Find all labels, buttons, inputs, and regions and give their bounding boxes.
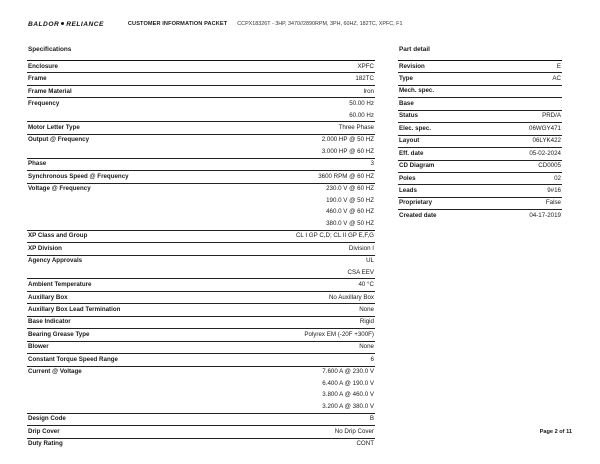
- spec-value: Three Phase: [222, 122, 375, 134]
- spec-label: [27, 401, 222, 413]
- part-detail-title: Part detail: [399, 46, 430, 53]
- spec-value: 3.200 A @ 380.0 V: [322, 402, 374, 410]
- spec-value: 380.0 V @ 50 HZ: [326, 219, 374, 227]
- table-row: [398, 160, 562, 172]
- table-row: [27, 279, 375, 291]
- part-detail-label: Status: [398, 110, 486, 122]
- spec-value: Iron: [222, 85, 375, 97]
- part-detail-label: Type: [398, 73, 486, 85]
- table-row: [398, 123, 562, 135]
- table-row: [27, 390, 375, 401]
- packet-title: CUSTOMER INFORMATION PACKET: [127, 21, 228, 27]
- table-row: [27, 366, 375, 378]
- spec-value: None: [222, 341, 375, 353]
- spec-label: [27, 207, 222, 218]
- part-detail-label: Created date: [398, 210, 486, 222]
- spec-value: 60.00 Hz: [349, 111, 374, 119]
- spec-label: Auxillary Box: [27, 291, 222, 303]
- logo-dot-icon: [61, 22, 64, 25]
- part-detail-value: 05-02-2024: [486, 148, 562, 160]
- spec-value: No Drip Cover: [222, 426, 375, 438]
- spec-label: Base Indicator: [27, 316, 222, 328]
- spec-label: [27, 218, 222, 230]
- table-row: [27, 171, 375, 183]
- spec-value: 2.000 HP @ 50 HZ: [222, 134, 375, 146]
- table-row: [27, 73, 375, 85]
- spec-value: 190.0 V @ 50 HZ: [326, 196, 374, 204]
- part-detail-label: Elec. spec.: [398, 123, 486, 135]
- table-row: [27, 85, 375, 97]
- spec-value: 6: [222, 354, 375, 366]
- table-row: [398, 73, 562, 85]
- spec-label: [27, 390, 222, 401]
- spec-value: B: [222, 413, 375, 425]
- table-row: [27, 304, 375, 316]
- spec-value: 7.600 A @ 230.0 V: [222, 366, 375, 378]
- spec-label: [27, 146, 222, 158]
- spec-label: XP Class and Group: [27, 230, 222, 242]
- spec-value: 3600 RPM @ 60 HZ: [222, 171, 375, 183]
- document-header: [28, 17, 580, 31]
- part-detail-value: 02: [486, 172, 562, 184]
- table-row: [27, 218, 375, 230]
- spec-label: Frame Material: [27, 85, 222, 97]
- table-row: [398, 61, 562, 73]
- part-detail-label: CD Diagram: [398, 160, 486, 172]
- table-row: [398, 85, 562, 97]
- spec-value: 50.00 Hz: [222, 98, 375, 110]
- spec-label: Design Code: [27, 413, 222, 425]
- part-detail-label: Poles: [398, 172, 486, 184]
- part-detail-label: Base: [398, 98, 486, 110]
- spec-label: Agency Approvals: [27, 255, 222, 267]
- part-detail-value: 9#16: [486, 185, 562, 197]
- spec-label: Ambient Temperature: [27, 279, 222, 291]
- table-row: [398, 98, 562, 110]
- table-row: [27, 341, 375, 353]
- table-row: [27, 316, 375, 328]
- spec-value: 182TC: [222, 73, 375, 85]
- spec-value: CL I GP C,D; CL II GP E,F,G: [222, 230, 375, 242]
- table-row: [398, 197, 562, 209]
- spec-value: UL: [222, 255, 375, 267]
- part-detail-label: Leads: [398, 185, 486, 197]
- spec-label: Frame: [27, 73, 222, 85]
- part-detail-value: [486, 98, 562, 110]
- spec-value: 460.0 V @ 60 HZ: [326, 208, 374, 216]
- part-detail-label: Mech. spec.: [398, 85, 486, 97]
- table-row: [27, 158, 375, 170]
- part-detail-label: Proprietary: [398, 197, 486, 209]
- part-detail-value: PRD/A: [486, 110, 562, 122]
- spec-label: [27, 378, 222, 389]
- spec-label: [27, 110, 222, 122]
- spec-label: Enclosure: [27, 61, 222, 73]
- spec-value: Division I: [222, 243, 375, 255]
- table-row: [27, 426, 375, 438]
- specifications-title: Specifications: [28, 46, 72, 53]
- part-detail-value: 06LYK422: [486, 135, 562, 147]
- spec-value: CSA EEV: [347, 268, 374, 276]
- spec-value: 3.800 A @ 460.0 V: [322, 391, 374, 399]
- spec-value: 3: [222, 158, 375, 170]
- table-row: [27, 438, 375, 450]
- table-row: [27, 401, 375, 413]
- spec-value: 3.000 HP @ 60 HZ: [321, 147, 374, 155]
- table-row: [398, 148, 562, 160]
- spec-label: Constant Torque Speed Range: [27, 354, 222, 366]
- part-detail-value: E: [486, 61, 562, 73]
- table-row: [398, 135, 562, 147]
- part-detail-value: False: [486, 197, 562, 209]
- table-row: [27, 98, 375, 110]
- table-row: [27, 207, 375, 218]
- table-row: [27, 255, 375, 267]
- spec-label: Drip Cover: [27, 426, 222, 438]
- brand-logo: BALDOR RELIANCE: [28, 20, 104, 28]
- spec-label: Bearing Grease Type: [27, 329, 222, 341]
- specifications-table: [27, 60, 375, 450]
- spec-label: Duty Rating: [27, 438, 222, 450]
- table-row: [27, 413, 375, 425]
- product-description: CCPX18326T - 3HP, 3470//2890RPM, 3PH, 60HZ, 182TC, XPFC, F1: [237, 21, 403, 27]
- table-row: [398, 185, 562, 197]
- table-row: [27, 354, 375, 366]
- spec-value: Polyrex EM (-20F +300F): [222, 329, 375, 341]
- spec-value: None: [222, 304, 375, 316]
- spec-label: XP Division: [27, 243, 222, 255]
- table-row: [27, 291, 375, 303]
- table-row: [398, 172, 562, 184]
- part-detail-table: [398, 60, 562, 222]
- spec-value: CONT: [222, 438, 375, 450]
- table-row: [27, 243, 375, 255]
- spec-value: Rigid: [222, 316, 375, 328]
- part-detail-label: Revision: [398, 61, 486, 73]
- spec-value: 6.400 A @ 190.0 V: [322, 379, 374, 387]
- table-row: [398, 210, 562, 222]
- part-detail-label: Layout: [398, 135, 486, 147]
- spec-label: Synchronous Speed @ Frequency: [27, 171, 222, 183]
- table-row: [27, 146, 375, 158]
- table-row: [27, 183, 375, 195]
- spec-label: [27, 195, 222, 206]
- table-row: [27, 195, 375, 206]
- table-row: [398, 110, 562, 122]
- page-number: Page 2 of 11: [539, 429, 572, 435]
- table-row: [27, 122, 375, 134]
- table-row: [27, 329, 375, 341]
- spec-value: No Auxillary Box: [222, 291, 375, 303]
- spec-label: Auxillary Box Lead Termination: [27, 304, 222, 316]
- part-detail-value: 06WGY471: [486, 123, 562, 135]
- part-detail-value: [486, 85, 562, 97]
- part-detail-value: 04-17-2019: [486, 210, 562, 222]
- table-row: [27, 134, 375, 146]
- table-row: [27, 230, 375, 242]
- table-row: [27, 61, 375, 73]
- table-row: [27, 110, 375, 122]
- spec-label: Motor Letter Type: [27, 122, 222, 134]
- spec-value: 40 °C: [222, 279, 375, 291]
- spec-label: Frequency: [27, 98, 222, 110]
- spec-label: Voltage @ Frequency: [27, 183, 222, 195]
- part-detail-label: Eff. date: [398, 148, 486, 160]
- spec-label: Current @ Voltage: [27, 366, 222, 378]
- spec-label: Blower: [27, 341, 222, 353]
- part-detail-value: CD0005: [486, 160, 562, 172]
- spec-label: [27, 267, 222, 279]
- spec-label: Phase: [27, 158, 222, 170]
- table-row: [27, 267, 375, 279]
- spec-value: XPFC: [222, 61, 375, 73]
- part-detail-value: AC: [486, 73, 562, 85]
- spec-value: 230.0 V @ 60 HZ: [222, 183, 375, 195]
- table-row: [27, 378, 375, 389]
- spec-label: Output @ Frequency: [27, 134, 222, 146]
